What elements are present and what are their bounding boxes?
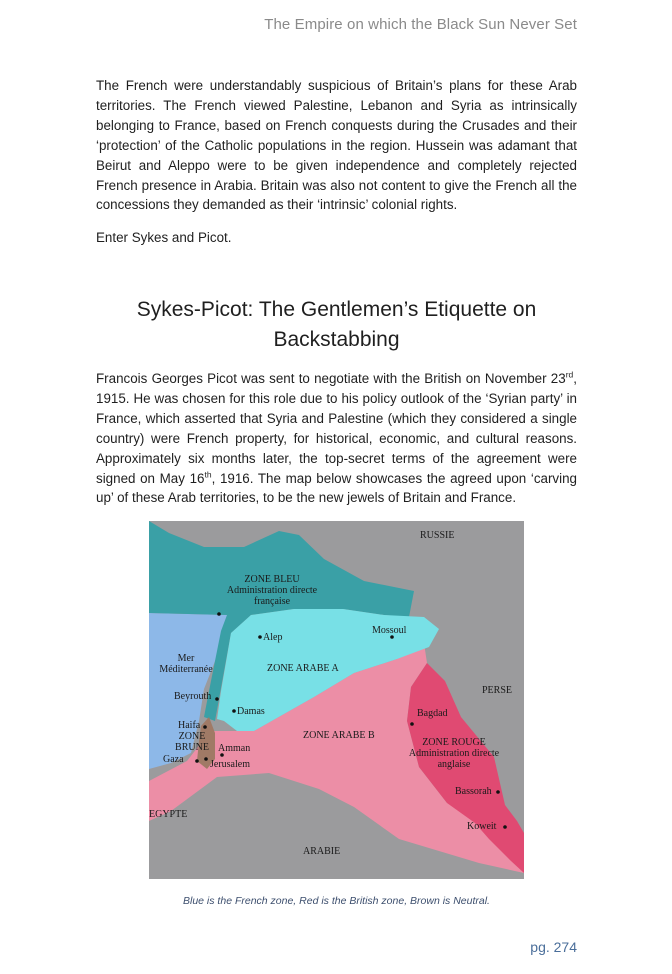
label-jerusalem: Jerusalem <box>210 759 250 770</box>
running-header: The Empire on which the Black Sun Never Set <box>264 16 577 33</box>
figure-caption: Blue is the French zone, Red is the British zone, Brown is Neutral. <box>183 895 490 907</box>
zone-rouge-line: Administration directe <box>408 748 500 759</box>
city-dot <box>217 612 221 616</box>
city-dot <box>204 757 208 761</box>
city-dot <box>503 825 507 829</box>
sykes-picot-map <box>149 521 524 879</box>
label-amman: Amman <box>218 743 251 754</box>
label-haifa: Haifa <box>178 720 201 731</box>
label-zone-arabe-a: ZONE ARABE A <box>267 663 339 674</box>
paragraph-text: , 1916. The map below showcases the agreed upon ‘carving up’ of these Arab territories, to be the new jewels of Britain and France. <box>96 470 577 506</box>
zone-brune-line: ZONE <box>178 731 206 742</box>
paragraph-text: , 1915. He was chosen for this role due to his policy outlook of the ‘Syrian party’ in France, which asserted that Syria and Palestine (which they considered a single country) were French property, for historical, economic, and cultural reasons. Approximately six months later, the top-secret terms of the agreement were signed on May 16 <box>96 371 577 486</box>
label-beyrouth: Beyrouth <box>174 691 212 702</box>
city-dot <box>496 790 500 794</box>
label-zone-arabe-b: ZONE ARABE B <box>303 730 375 741</box>
label-zone-brune <box>173 731 211 753</box>
page-number: pg. 274 <box>530 939 577 955</box>
paragraph-french-suspicion: The French were understandably suspicious of Britain’s plans for these Arab territories. The French viewed Palestine, Lebanon and Syria as intrinsically belonging to France, based on French conquests during the Crusades and their ‘protection’ of the Catholic populations in the region. Hussein was adamant that Beirut and Aleppo were to be given independence and completely rejected French presence in Arabia. Britain was also not content to give the French all the concessions they demanded as their ‘intrinsic’ colonial rights. <box>96 78 577 213</box>
paragraph-text: Francois Georges Picot was sent to negotiate with the British on November 23 <box>96 371 566 386</box>
zone-brune-line: BRUNE <box>175 742 209 753</box>
zone-bleu-line: française <box>253 596 291 607</box>
label-perse: PERSE <box>482 685 513 696</box>
zone-bleu-line: Administration directe <box>226 585 318 596</box>
label-russie: RUSSIE <box>420 530 455 541</box>
zone-bleu-line: ZONE BLEU <box>244 574 300 585</box>
paragraph-picot-negotiation <box>96 369 577 508</box>
zone-rouge-line: ZONE ROUGE <box>422 737 486 748</box>
label-damas: Damas <box>237 706 265 717</box>
label-arabie: ARABIE <box>303 846 341 857</box>
city-dot <box>410 722 414 726</box>
city-dot <box>232 709 236 713</box>
city-dot <box>195 759 199 763</box>
city-dot <box>258 635 262 639</box>
paragraph-enter-sykes-picot: Enter Sykes and Picot. <box>96 230 232 245</box>
ordinal-suffix: rd <box>565 369 574 380</box>
label-koweit: Koweit <box>467 821 497 832</box>
label-zone-rouge <box>401 737 507 770</box>
label-alep: Alep <box>263 632 283 643</box>
city-dot <box>203 725 207 729</box>
ordinal-suffix: th <box>204 469 212 480</box>
label-mossoul: Mossoul <box>372 625 407 636</box>
label-bassorah: Bassorah <box>455 786 492 797</box>
label-zone-bleu <box>217 574 327 607</box>
label-gaza: Gaza <box>163 754 184 765</box>
mer-line: Mer <box>177 653 195 664</box>
city-dot <box>215 697 219 701</box>
zone-rouge-line: anglaise <box>437 759 471 770</box>
label-egypte: EGYPTE <box>149 809 188 820</box>
mer-line: Méditerranée <box>159 664 213 675</box>
label-bagdad: Bagdad <box>417 708 448 719</box>
section-title: Sykes-Picot: The Gentlemen’s Etiquette on Backstabbing <box>136 298 537 351</box>
label-mer-mediterranee <box>155 653 217 675</box>
